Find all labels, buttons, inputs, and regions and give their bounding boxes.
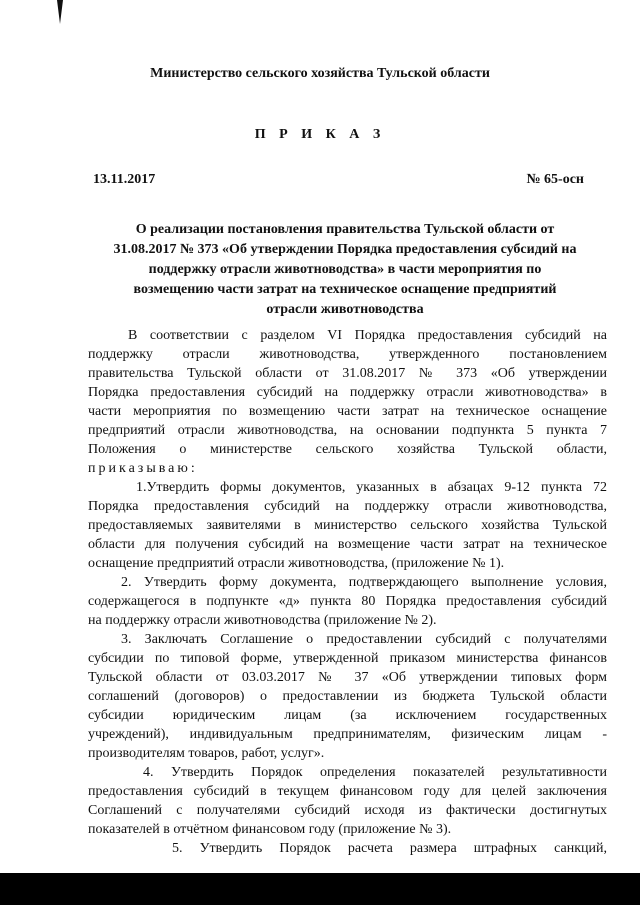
body-line: учреждений), индивидуальным предпринимателям, физическим лицам - xyxy=(88,727,607,742)
body-line: субсидии юридическим лицам (за исключением государственных xyxy=(88,708,607,723)
body-line: 2. Утвердить форму документа, подтверждающего выполнение условия, xyxy=(121,575,607,590)
body-line: субсидии по типовой форме, утвержденной приказом министерства финансов xyxy=(88,651,607,666)
body-line: 4. Утвердить Порядок определения показателей результативности xyxy=(143,765,607,780)
document-number: № 65-осн xyxy=(526,172,584,187)
body-line: области для получения субсидий на возмещение части затрат на техническое xyxy=(88,537,607,552)
subject-line: отрасли животноводства xyxy=(266,302,424,317)
body-line: 1.Утвердить формы документов, указанных в абзацах 9-12 пункта 72 xyxy=(136,480,607,495)
document-body xyxy=(88,326,607,858)
body-line: В соответствии с разделом VI Порядка предоставления субсидий на xyxy=(128,328,607,343)
body-line: предоставления субсидий в текущем финансовом году для целей заключения xyxy=(88,784,607,799)
body-line: содержащегося в подпункте «д» пункта 80 Порядка предоставления субсидий xyxy=(88,594,607,609)
subject-line: О реализации постановления правительства Тульской области от xyxy=(135,222,555,237)
body-line: показателей в отчётном финансовом году (приложение № 3). xyxy=(88,822,452,837)
body-line: Порядка предоставления субсидий на поддержку отрасли животноводства, xyxy=(88,499,607,514)
subject-line: 31.08.2017 № 373 «Об утверждении Порядка предоставления субсидий на xyxy=(113,242,577,257)
ministry-title: Министерство сельского хозяйства Тульской области xyxy=(150,66,490,81)
body-line: Соглашений с получателями субсидий исходя из фактически достигнутых xyxy=(88,803,607,818)
subject-line: поддержку отрасли животноводства» в части мероприятия по xyxy=(148,262,542,277)
body-line: 5. Утвердить Порядок расчета размера штрафных санкций, xyxy=(172,841,607,856)
body-line: предоставляемых заявителями в министерство сельского хозяйства Тульской xyxy=(88,518,607,533)
scan-artifact-mark xyxy=(56,0,66,24)
body-line: 3. Заключать Соглашение о предоставлении субсидий с получателями xyxy=(121,632,607,647)
body-line: Положения о министерстве сельского хозяйства Тульской области, xyxy=(88,442,607,457)
body-line: правительства Тульской области от 31.08.2017 № 373 «Об утверждении xyxy=(88,366,607,381)
body-line: оснащение предприятий отрасли животноводства, (приложение № 1). xyxy=(88,556,505,571)
body-line: Тульской области от 03.03.2017 № 37 «Об утверждении типовых форм xyxy=(88,670,607,685)
document-type: П Р И К А З xyxy=(254,127,386,142)
subject-line: возмещению части затрат на техническое оснащение предприятий xyxy=(133,282,557,297)
body-line: Порядка предоставления субсидий на поддержку отрасли животноводства» в xyxy=(88,385,607,400)
scan-bottom-edge xyxy=(0,873,640,905)
body-line: соглашений (договоров) о предоставлении из бюджета Тульской области xyxy=(88,689,607,704)
body-line: производителям товаров, работ, услуг». xyxy=(88,746,325,761)
document-date: 13.11.2017 xyxy=(93,172,156,187)
body-line: предприятий отрасли животноводства, на основании подпункта 5 пункта 7 xyxy=(88,423,607,438)
body-line: части мероприятия по возмещению части затрат на техническое оснащение xyxy=(88,404,607,419)
body-line: поддержку отрасли животноводства, утвержденного постановлением xyxy=(88,347,607,362)
body-line: приказываю: xyxy=(88,461,198,476)
document-subject xyxy=(90,220,600,320)
body-line: на поддержку отрасли животноводства (приложение № 2). xyxy=(88,613,437,628)
